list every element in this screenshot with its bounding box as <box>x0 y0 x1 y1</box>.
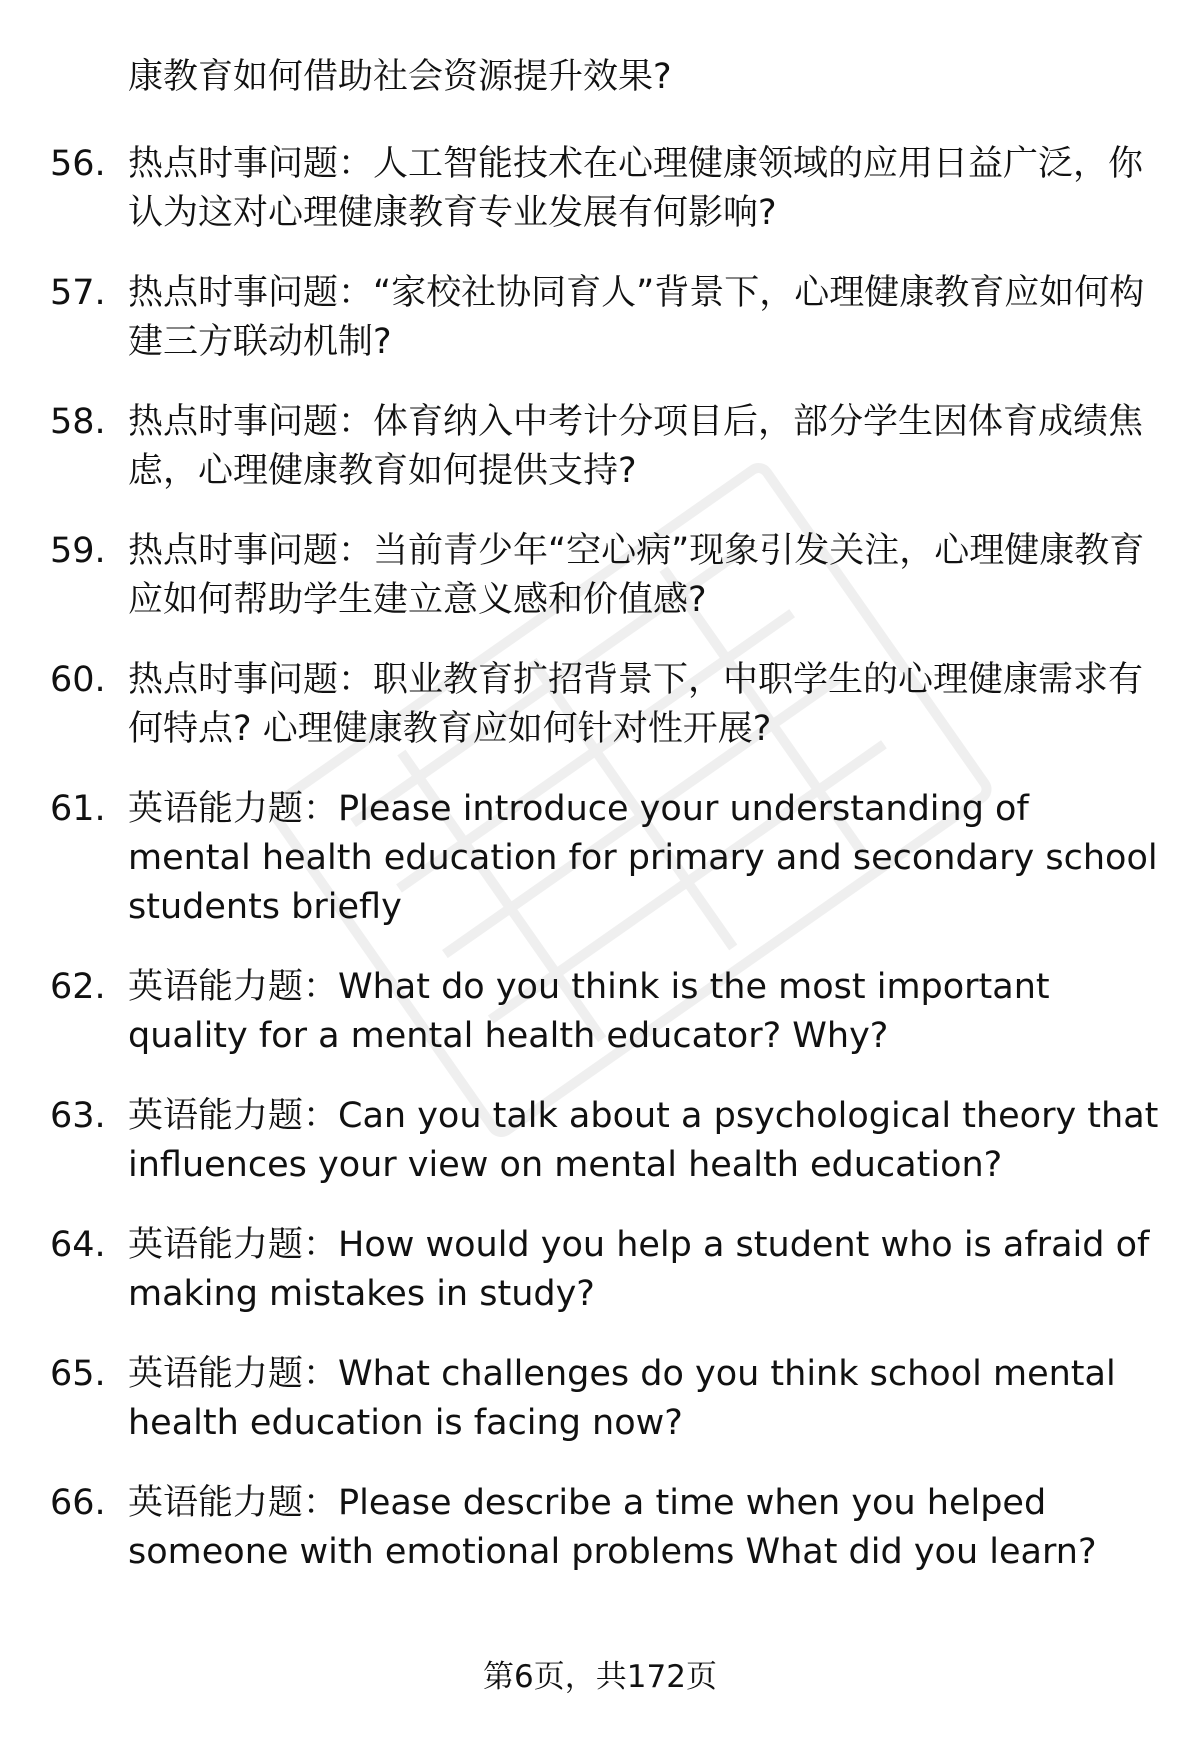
question-item <box>50 140 1160 238</box>
question-item <box>50 398 1160 496</box>
question-item <box>50 963 1160 1061</box>
question-number: 63. <box>50 1096 106 1136</box>
question-number: 59. <box>50 531 106 571</box>
question-item <box>50 1479 1160 1577</box>
question-text: 英语能力题：What do you think is the most important quality for a mental health educator? Why? <box>128 967 1050 1056</box>
question-text: 热点时事问题：职业教育扩招背景下，中职学生的心理健康需求有何特点? 心理健康教育应如何针对性开展? <box>128 660 1144 749</box>
question-number: 65. <box>50 1354 106 1394</box>
question-text: 英语能力题：Please describe a time when you helped someone with emotional problems What did you learn? <box>128 1483 1097 1572</box>
question-number: 60. <box>50 660 106 700</box>
question-text: 英语能力题：How would you help a student who is afraid of making mistakes in study? <box>128 1225 1150 1314</box>
question-item <box>50 1092 1160 1190</box>
question-text: 热点时事问题：人工智能技术在心理健康领域的应用日益广泛，你认为这对心理健康教育专业发展有何影响? <box>128 144 1144 233</box>
question-number: 62. <box>50 967 106 1007</box>
question-number: 58. <box>50 402 106 442</box>
question-item <box>50 656 1160 754</box>
question-text: 英语能力题：Please introduce your understanding of mental health education for primary and secondary school students briefly <box>128 789 1158 927</box>
question-number: 57. <box>50 273 106 313</box>
question-item <box>50 1350 1160 1448</box>
question-item <box>50 785 1160 932</box>
question-text: 热点时事问题：体育纳入中考计分项目后，部分学生因体育成绩焦虑，心理健康教育如何提供支持? <box>128 402 1144 491</box>
question-item <box>50 269 1160 367</box>
question-text: 英语能力题：What challenges do you think school mental health education is facing now? <box>128 1354 1116 1443</box>
question-number: 66. <box>50 1483 106 1523</box>
question-item <box>50 1221 1160 1319</box>
page-footer: 第6页，共172页 <box>483 1659 717 1695</box>
question-item <box>50 527 1160 625</box>
question-text: 英语能力题：Can you talk about a psychological theory that influences your view on mental health education? <box>128 1096 1159 1185</box>
question-list <box>50 52 1160 1608</box>
question-text: 热点时事问题：当前青少年“空心病”现象引发关注，心理健康教育应如何帮助学生建立意义感和价值感? <box>128 531 1145 620</box>
previous-question-continuation: 康教育如何借助社会资源提升效果? <box>128 57 672 97</box>
question-number: 61. <box>50 789 106 829</box>
question-number: 64. <box>50 1225 106 1265</box>
question-number: 56. <box>50 144 106 184</box>
question-text: 热点时事问题：“家校社协同育人”背景下，心理健康教育应如何构建三方联动机制? <box>128 273 1145 362</box>
